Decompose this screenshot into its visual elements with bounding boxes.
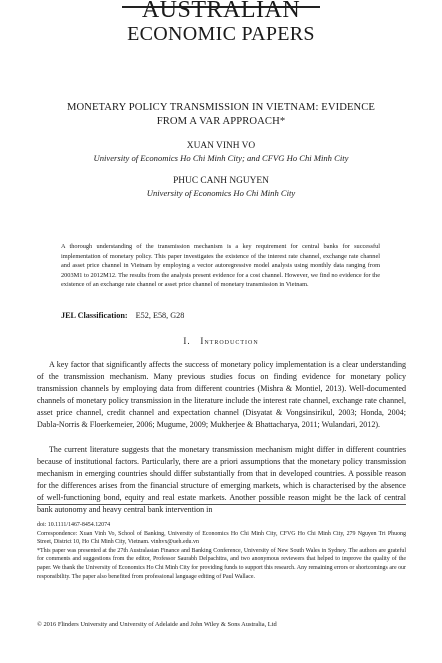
- abstract: A thorough understanding of the transmission mechanism is a key requirement for central banks for successful implementation of monetary policy. This paper investigates the existence of the interest rate channel, exchange rate channel and asset price channel in Vietnam by employing a vector autoregressive model analysis using monthly data ranging from 2003M1 to 2012M12. The results from the analysis present evidence for a cost channel. However, we find no evidence for the existence of an exchange rate channel or asset price channel of monetary transmission in Vietnam.: [61, 243, 380, 289]
- journal-name-line2: ECONOMIC PAPERS: [127, 23, 315, 45]
- article-title: [40, 101, 402, 128]
- author-1: XUAN VINH VO: [186, 141, 256, 151]
- doi: doi: 10.1111/1467-8454.12074: [37, 522, 111, 528]
- affiliation-1: University of Economics Ho Chi Minh City; and CFVG Ho Chi Minh City: [93, 153, 349, 163]
- acknowledgement-note: *This paper was presented at the 27th Australasian Finance and Banking Conference, University of New South Wales in Sydney. The authors are grateful for comments and suggestions from the editor, Professor Saurabh Delpachitra, and two anonymous reviewers that helped to improve the quality of the paper. We thank the University of Economics Ho Chi Minh City for providing funds to support this research. Any remaining errors or shortcomings are our responsibility. The paper also benefited from professional language editing of Paul Wallace.: [37, 547, 406, 580]
- author-2: PHUC CANH NGUYEN: [173, 176, 269, 186]
- section-number: I.: [183, 336, 191, 346]
- copyright-line: © 2016 Flinders University and University of Adelaide and John Wiley & Sons Australia, Ltd: [37, 621, 277, 628]
- jel-label: JEL Classification:: [61, 311, 128, 320]
- footnote-divider: [37, 504, 406, 505]
- jel-classification: [61, 311, 184, 320]
- article-title-line2: FROM A VAR APPROACH*: [156, 115, 286, 127]
- section-title: Introduction: [200, 336, 259, 346]
- footnotes: [37, 521, 406, 581]
- jel-codes: E52, E58, G28: [135, 311, 185, 320]
- body-paragraph-1: A key factor that significantly affects the success of monetary policy implementation is a clear understanding of the transmission mechanism. Many previous studies focus on finding evidence for monetary policy transmission channels by employing data from different countries (Mishra & Montiel, 2013). Well-documented channels of monetary policy transmission in the literature include the interest rate channel, exchange rate channel, asset price channel, credit channel and expectation channel (Disyatat & Vongsinsirikul, 2003; Honda, 2004; Dabla-Norris & Floerkemeier, 2006; Mugume, 2009; Mukherjee & Bhattacharya, 2011; Wulandari, 2012).: [37, 360, 406, 430]
- body-paragraph-2: The current literature suggests that the monetary transmission mechanism might differ in different countries because of institutional factors. Particularly, there are a priori assumptions that the monetary policy transmission mechanism in emerging countries should differ substantially from that in developed countries. A possible reason for the differences arises from the financial structure of emerging markets, which is characterised by the absence of well-functioning bond, equity and real estate markets. Another possible reason might be the lack of central bank autonomy and heavy central bank intervention in: [37, 445, 406, 515]
- section-heading: [0, 336, 442, 346]
- article-title-line1: MONETARY POLICY TRANSMISSION IN VIETNAM: EVIDENCE: [66, 102, 376, 113]
- correspondence-note: Correspondence: Xuan Vinh Vo, School of Banking, University of Economics Ho Chi Minh City, CFVG Ho Chi Minh City, 279 Nguyen Tri Phuong Street, District 10, Ho Chi Minh City, Vietnam. vinhvx@ueh.edu.vn: [37, 530, 406, 546]
- affiliation-2: University of Economics Ho Chi Minh City: [146, 188, 296, 198]
- journal-name-line1: AUSTRALIAN: [141, 0, 301, 23]
